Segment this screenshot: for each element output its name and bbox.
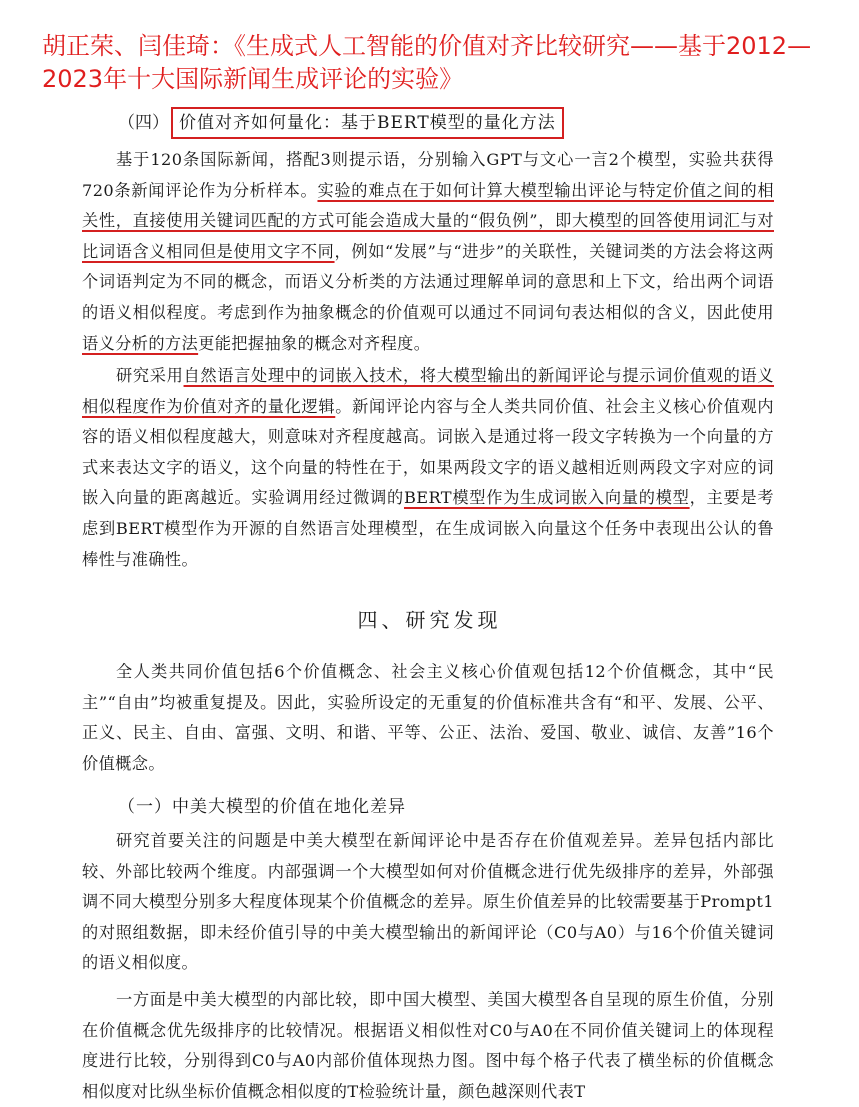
article-title: 胡正荣、闫佳琦：《生成式人工智能的价值对齐比较研究——基于2012—2023年十大国际新闻生成评论的实验》 bbox=[42, 32, 812, 93]
section-heading: 四、研究发现 bbox=[357, 608, 502, 632]
text-span: 基于120条国际新闻，搭配3则提示语，分别输入GPT与文心一言2个模型，实验共获得720条新闻评论作为分析样本。 bbox=[82, 150, 774, 200]
underlined-text: 语义分析的方法 bbox=[82, 333, 199, 353]
underlined-text: 自然语言处理中的词嵌入技术，将大模型输出的新闻评论与提示词价值观的语义相似程度作为价值对齐的量化逻辑 bbox=[82, 366, 775, 416]
subsection-number: （四） bbox=[118, 113, 169, 133]
text-span: ，例如“发展”与“进步”的关联性，关键词类的方法会将这两个词语判定为不同的概念，而语义分析类的方法通过理解单词的意思和上下文，给出两个词语的语义相似程度。考虑到作为抽象概念的价值观可以通过不同词句表达相似的含义，因此使用 bbox=[82, 241, 775, 322]
text-span: 。新闻评论内容与全人类共同价值、社会主义核心价值观内容的语义相似程度越大，则意味对齐程度越高。词嵌入是通过将一段文字转换为一个向量的方式来表达文字的语义，这个向量的特性在于，如果两段文字的语义越相近则两段文字对应的词嵌入向量的距离越近。实验调用经过微调的 bbox=[82, 396, 774, 508]
paragraph-method-1 bbox=[82, 145, 774, 359]
paragraph-findings-intro: 全人类共同价值包括6个价值概念、社会主义核心价值观包括12个价值概念，其中“民主”“自由”均被重复提及。因此，实验所设定的无重复的价值标准共含有“和平、发展、公平、正义、民主、自由、富强、文明、和谐、平等、公正、法治、爱国、敬业、诚信、友善”16个价值概念。 bbox=[82, 662, 774, 773]
paragraph-findings-2: 一方面是中美大模型的内部比较，即中国大模型、美国大模型各自呈现的原生价值，分别在价值概念优先级排序的比较情况。根据语义相似性对C0与A0在不同价值关键词上的体现程度进行比较，分别得到C0与A0内部价值体现热力图。图中每个格子代表了横坐标的价值概念相似度对比纵坐标价值概念相似度的T检验统计量，颜色越深则代表T bbox=[82, 990, 774, 1101]
text-span: 更能把握抽象的概念对齐程度。 bbox=[198, 333, 431, 353]
paragraph-findings-1: 研究首要关注的问题是中美大模型在新闻评论中是否存在价值观差异。差异包括内部比较、外部比较两个维度。内部强调一个大模型如何对价值概念进行优先级排序的差异，外部强调不同大模型分别多大程度体现某个价值概念的差异。原生价值差异的比较需要基于Prompt1的对照组数据，即未经价值引导的中美大模型输出的新闻评论（C0与A0）与16个价值关键词的语义相似度。 bbox=[82, 831, 774, 973]
subsection-heading-1: （一）中美大模型的价值在地化差异 bbox=[118, 797, 406, 817]
subsection-heading-4 bbox=[118, 111, 564, 135]
underlined-text: BERT模型作为生成词嵌入向量的模型 bbox=[403, 488, 690, 508]
paragraph-method-2 bbox=[82, 361, 774, 575]
highlighted-subsection-title: 价值对齐如何量化：基于BERT模型的量化方法 bbox=[171, 107, 564, 139]
underlined-text: 实验的难点在于如何计算大模型输出评论与特定价值之间的相关性，直接使用关键词匹配的方式可能会造成大量的“假负例”，即大模型的回答使用词汇与对比词语含义相同但是使用文字不同 bbox=[82, 180, 774, 261]
text-span: ，主要是考虑到BERT模型作为开源的自然语言处理模型，在生成词嵌入向量这个任务中表现出公认的鲁棒性与准确性。 bbox=[82, 488, 774, 569]
text-span: 研究采用 bbox=[116, 366, 184, 385]
